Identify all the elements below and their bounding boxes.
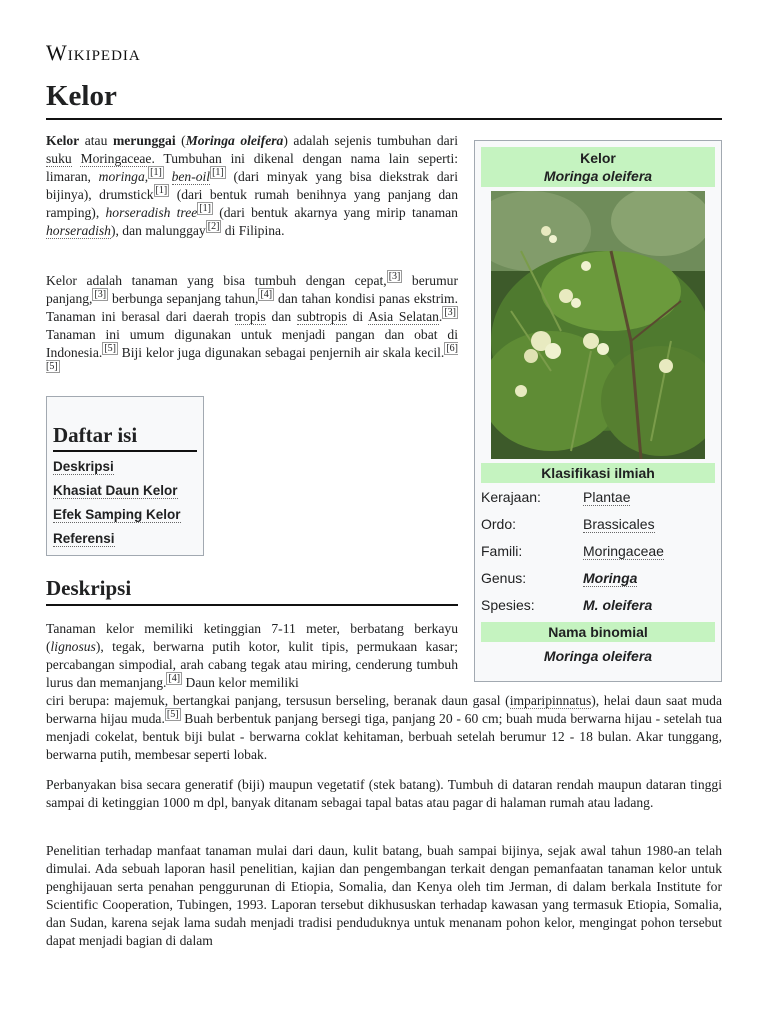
link-moringa[interactable]: Moringa — [583, 569, 638, 586]
infobox-scientific-name: Moringa oleifera — [543, 168, 653, 184]
toc-item-khasiat[interactable]: Khasiat Daun Kelor — [53, 483, 178, 498]
ref-4b[interactable]: [4] — [168, 673, 181, 685]
link-horseradish[interactable]: horseradish — [46, 223, 111, 238]
row-famili: Famili: Moringaceae — [481, 542, 664, 559]
taxobox — [474, 140, 722, 682]
binomial-name: Moringa oleifera — [543, 648, 653, 664]
infobox-header — [481, 147, 715, 187]
ref-5[interactable]: [5] — [104, 343, 116, 355]
ref-1[interactable]: [1] — [150, 167, 162, 179]
desc-paragraph-1-b: ciri berupa: majemuk, bertangkai panjang, tersusun berseling, beranak daun gasal (imparipinnatus), helai daun saat muda berwarna hijau muda. [5] Buah berbentuk panjang bersegi tiga, panjang 20 - 60 cm; buah muda berwarna hijau - setelah tua menjadi cokelat, bentuk biji bulat - berwarna coklat kehitaman, berbuah setelah berumur 12 - 18 bulan. Akar tunggang, berwarna putih, membesar seperti lobak. — [46, 693, 723, 762]
ref-2[interactable]: [2] — [207, 221, 220, 233]
link-suku[interactable]: suku — [46, 151, 72, 166]
page-title: Kelor — [46, 78, 722, 120]
species-value: M. oleifera — [583, 596, 653, 613]
link-subtropis[interactable]: subtropis — [296, 309, 347, 324]
section-heading-deskripsi: Deskripsi — [46, 576, 458, 606]
desc-paragraph-3: Penelitian terhadap manfaat tanaman mulai dari daun, kulit batang, buah sampai bijinya, sejak awal tahun 1980-an telah dimulai. Ada sebuah laporan hasil penelitian, kajian dan pengembangan terkait dengan pemanfaatan tanaman kelor untuk penghijauan serta penahan penggurunan di Etiopia, Somalia, dan Kenya oleh tim Jerman, di dalam berkala Institute for Scientific Cooperation, Tubingen, 1993. Laporan tersebut dikhususkan terhadap kawasan yang termasuk Etiopia, Somalia, dan Sudan, karena sejak lama sudah menjadi tradisi penduduknya untuk menanam pohon kelor, mengingat pohon tersebut dapat menjadi bagian di dalam — [46, 843, 722, 948]
row-kerajaan: Kerajaan: Plantae — [481, 488, 631, 505]
row-ordo: Ordo: Brassicales — [481, 515, 655, 532]
ref-6-5[interactable]: [6][5] — [46, 343, 458, 373]
table-of-contents — [46, 396, 204, 556]
intro-paragraph-1: Kelor atau merunggai (Moringa oleifera) adalah sejenis tumbuhan dari suku Moringaceae. Tumbuhan ini dikenal dengan nama lain seperti: limaran, moringa, [1] ben-oil [1] (dari minyak yang bisa diekstrak dari bijinya), drumstick [1] (dari bentuk rumah benihnya yang panjang dan ramping), horseradish tree [1] (dari bentuk akarnya yang mirip tanaman horseradish), dan malunggay [2] di Filipina. — [46, 133, 458, 238]
ref-3[interactable]: [3] — [388, 271, 401, 283]
link-moringaceae[interactable]: Moringaceae — [80, 151, 152, 166]
ref-1d[interactable]: [1] — [199, 203, 211, 215]
wikipedia-logo[interactable]: Wikipedia — [46, 40, 141, 65]
intro-paragraph-2: Kelor adalah tanaman yang bisa tumbuh dengan cepat, [3] berumur panjang, [3] berbunga sepanjang tahun, [4] dan tahan kondisi panas ekstrim. Tanaman ini berasal dari daerah tropis dan subtropis di Asia Selatan. [3] Tanaman ini umum digunakan untuk menjadi pangan dan obat di Indonesia. [5] Biji kelor juga digunakan sebagai penjernih air skala kecil. [6][5] — [46, 271, 458, 373]
ref-5b[interactable]: [5] — [166, 709, 179, 721]
ref-1b[interactable]: [1] — [212, 167, 224, 179]
ref-1c[interactable]: [1] — [155, 185, 168, 197]
link-imparipinnatus[interactable]: imparipinnatus — [509, 693, 592, 708]
link-plantae[interactable]: Plantae — [583, 488, 631, 505]
row-spesies: Spesies: M. oleifera — [481, 596, 653, 613]
toc-item-deskripsi[interactable]: Deskripsi — [53, 459, 114, 474]
toc-item-efek-samping[interactable]: Efek Samping Kelor — [53, 507, 181, 522]
ref-3c[interactable]: [3] — [444, 307, 456, 319]
binomial-header: Nama binomial — [481, 622, 715, 642]
link-asia-selatan[interactable]: Asia Selatan — [368, 309, 439, 324]
ref-4[interactable]: [4] — [260, 289, 273, 301]
moringa-photo[interactable] — [491, 191, 705, 459]
toc-list — [53, 458, 197, 548]
link-tropis[interactable]: tropis — [234, 309, 266, 324]
link-ben-oil[interactable]: ben-oil — [171, 169, 211, 184]
ref-3b[interactable]: [3] — [94, 289, 107, 301]
classification-header: Klasifikasi ilmiah — [481, 463, 715, 483]
desc-paragraph-2: Perbanyakan bisa secara generatif (biji) maupun vegetatif (stek batang). Tumbuh di dataran rendah maupun dataran tinggi sampai di ketinggian 1000 m dpl, banyak ditanam sebagai tapal batas atau pagar di halaman rumah atau ladang. — [46, 777, 722, 810]
link-moringaceae-infobox[interactable]: Moringaceae — [583, 542, 664, 559]
toc-item-referensi[interactable]: Referensi — [53, 531, 115, 546]
row-genus: Genus: Moringa — [481, 569, 638, 586]
infobox-name: Kelor — [580, 150, 616, 166]
desc-paragraph-1-a: Tanaman kelor memiliki ketinggian 7-11 meter, berbatang berkayu (lignosus), tegak, berwarna putih kotor, kulit tipis, permukaan kasar; percabangan simpodial, arah cabang tegak atau miring, cenderung tumbuh lurus dan memanjang. [4] Daun kelor memiliki — [46, 621, 458, 690]
toc-title: Daftar isi — [53, 423, 197, 452]
link-brassicales[interactable]: Brassicales — [583, 515, 655, 532]
